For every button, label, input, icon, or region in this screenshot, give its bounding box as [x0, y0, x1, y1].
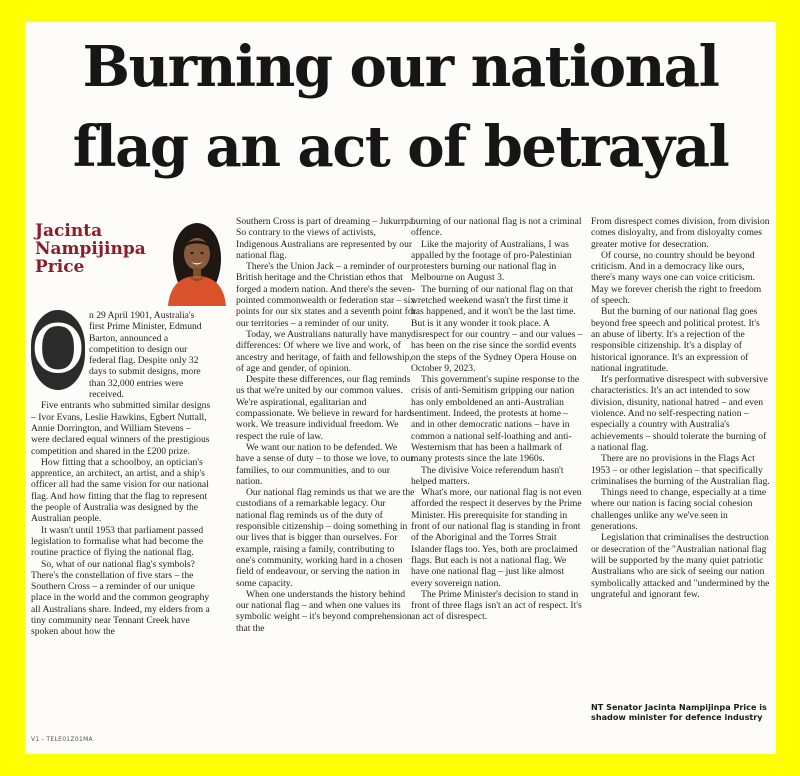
article-paragraph: How fitting that a schoolboy, an optician's apprentice, an architect, an artist, and a ship's officer all had the same vision for our national flag. And how fitting that the flag to represent the people of Australia was designed by the Australian people.	[31, 456, 209, 525]
article-column-2	[236, 216, 416, 634]
article-paragraph: Things need to change, especially at a time where our nation is facing social cohesion challenges unlike any we've seen in generations.	[591, 487, 767, 533]
newspaper-page	[25, 22, 776, 754]
article-paragraph: When one understands the history behind our national flag – and when one values its symbolic weight – it's beyond comprehension that the	[236, 588, 412, 634]
article-paragraph: Today, we Australians naturally have many differences: Of where we live and work, of ancestry and heritage, of faith and fellowship, of age and gender, of opinion.	[236, 328, 412, 374]
article-paragraph: There's the Union Jack – a reminder of our British heritage and the Christian ethos that forged a modern nation. And there's the seven-pointed commonwealth or federation star – six points for our six states and a seventh point for our territories – a reminder of our unity.	[236, 261, 416, 329]
article-paragraph: From disrespect comes division, from division comes disloyalty, and from disloyalty comes greater motive for desecration.	[591, 216, 770, 250]
article-column-4	[591, 216, 771, 600]
article-paragraph: Southern Cross is part of dreaming – Jukurrpa. So contrary to the views of activists, Indigenous Australians are represented by our national flag.	[236, 216, 416, 261]
article-column-1	[31, 310, 211, 638]
article-paragraph: It wasn't until 1953 that parliament passed legislation to formalise what had become the routine practice of flying the national flag.	[31, 524, 204, 559]
article-paragraph: It's performative disrespect with subversive characteristics. It's an act intended to sow division, disunity, national hatred – and even violence. And no self-respecting nation – especially a country with Australia's achievements – should tolerate the burning of a national flag.	[591, 374, 768, 453]
drop-cap: O	[31, 311, 86, 388]
opening-text: n 29 April 1901, Australia's first Prime Minister, Edmund Barton, announced a competition to design our federal flag. Despite only 32 days to submit designs, more than 32,000 entries were received.	[89, 310, 202, 401]
byline-first-name: Jacinta	[35, 221, 103, 241]
byline-last-name: Price	[35, 257, 85, 277]
article-paragraph: Of course, no country should be beyond criticism. And in a democracy like ours, there's many ways one can voice criticism. May we forever cherish the right to freedom of speech.	[591, 249, 762, 307]
article-paragraph: Our national flag reminds us that we are the custodians of a remarkable legacy. Our national flag reminds us of the duty of responsible citizenship – doing something in our lives that is bigger than ourselves. For example, raising a family, contributing to one's community, working hard in a chosen field of endeavour, or serving the nation in some capacity.	[236, 487, 415, 589]
article-paragraph: Like the majority of Australians, I was appalled by the footage of pro-Palestinian protesters burning our national flag in Melbourne on August 3.	[411, 238, 572, 284]
author-byline	[35, 222, 146, 276]
article-column-3	[411, 216, 583, 623]
author-signoff: NT Senator Jacinta Nampijinpa Price is shadow minister for defence industry	[591, 702, 767, 722]
headline-line-1: Burning our national	[82, 34, 719, 100]
page-folio: V1 - TELE01Z01MA	[31, 736, 93, 743]
article-paragraph: burning of our national flag is not a criminal offence.	[411, 216, 582, 239]
article-paragraph: Legislation that criminalises the destruction or desecration of the "Australian national flag will be supported by the many quiet patriotic Australians who are sick of seeing our nation symbolically attacked and "undermined by the ungrateful and ignorant few.	[591, 532, 770, 600]
article-paragraph: Despite these differences, our flag reminds us that we're united by our common values. We're aspirational, egalitarian and compassionate. We believe in reward for hard work. We treasure individual freedom. We respect the rule of law.	[236, 374, 412, 442]
article-paragraph: Five entrants who submitted similar designs – Ivor Evans, Leslie Hawkins, Egbert Nuttall, Annie Dorrington, and William Stevens – were declared equal winners of the prestigious competition and shared in the £200 prize.	[31, 400, 211, 457]
article-paragraph	[31, 310, 211, 400]
article-paragraph: The Prime Minister's decision to stand in front of three flags isn't an act of respect. It's an act of disrespect.	[411, 588, 582, 623]
headline-line-2: flag an act of betrayal	[72, 114, 729, 180]
article-paragraph: So, what of our national flag's symbols? There's the constellation of five stars – the Southern Cross – a reminder of our unique place in the world and the common geography all Australians share. Indeed, my elders from a tiny community near Tennant Creek have spoken about how the	[31, 558, 210, 638]
byline-middle-name: Nampijinpa	[35, 239, 146, 259]
article-paragraph: There are no provisions in the Flags Act 1953 – or other legislation – that specifically criminalises the burning of the Australian flag.	[591, 453, 770, 487]
author-portrait	[166, 218, 228, 306]
article-paragraph: This government's supine response to the crisis of anti-Semitism gripping our nation has only emboldened an anti-Australian sentiment. Indeed, the protests at home – and in other democratic nations – have in common a national self-loathing and anti-Westernism that has been a hallmark of many protests since the late 1960s.	[411, 374, 580, 465]
article-paragraph: What's more, our national flag is not even afforded the respect it deserves by the Prime Minister. His prerequisite for standing in front of our national flag is standing in front of the Aboriginal and the Torres Strait Islander flags too. Yes, both are proclaimed flags. But each is not a national flag. We have one national flag – just like almost every sovereign nation.	[411, 487, 582, 589]
article-paragraph: We want our nation to be defended. We have a sense of duty – to those we love, to our families, to our communities, and to our nation.	[236, 441, 414, 487]
article-paragraph: But the burning of our national flag goes beyond free speech and political protest. It's an abuse of liberty. It's a rejection of the responsible citizenship. It's a display of historical ignorance. It's an expression of national ingratitude.	[591, 306, 760, 374]
article-paragraph: The burning of our national flag on that wretched weekend wasn't the first time it has happened, and it won't be the last time. But is it any wonder it took place. A disrespect for our country – and our values – has been on the rise since the sordid events on the steps of the Sydney Opera House on October 9, 2023.	[411, 283, 583, 374]
article-paragraph: The divisive Voice referendum hasn't helped matters.	[411, 464, 564, 487]
